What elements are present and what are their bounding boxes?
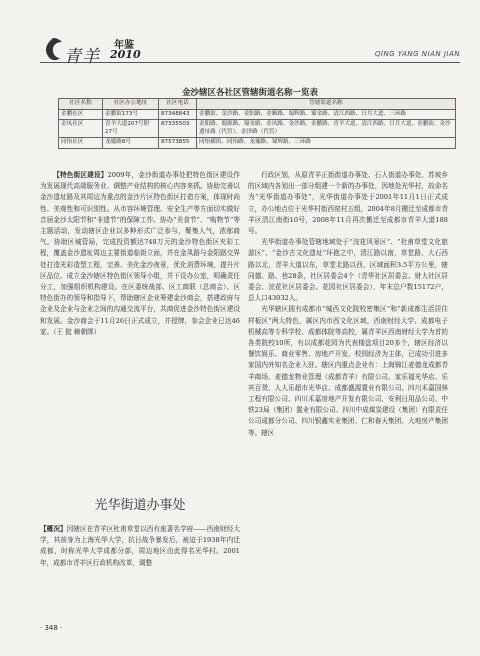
right-column: [248, 170, 448, 439]
table-header-cell: 管辖街道名称: [197, 99, 456, 110]
table-cell: 金鹏社区: [59, 109, 103, 120]
section-title: 光华街道办事处: [94, 498, 186, 513]
left-column-lower: [40, 524, 240, 569]
left-column: [40, 170, 240, 338]
paragraph: [40, 524, 240, 569]
table-header-cell: 社区名称: [59, 99, 103, 110]
table-cell: 龙瓏路8号: [103, 138, 159, 149]
running-head: QING YANG NIAN JIAN: [374, 50, 460, 58]
paragraph: 光华街道办事处管辖地域处于“浣花风景区”、“杜甫草堂文化旅游区”、“金沙古文化遗址”环抱之中，清江路以南，草堂路、大石西路以北，青羊大道以东，草堂北路以西，区域面积3.5平方公里，辖同德、路、巷28条，社区居委会4个（青华社区居委会、财大社区居委会、浣花社区居委会、花园社区居委会），年末总户数15172户，总人口43032人。: [248, 238, 448, 303]
table-cell: 87335503: [159, 120, 197, 138]
table-cell: 金鹏街173号: [103, 109, 159, 120]
table-cell: 金阳路、蜀源路、蜀金路、金凤路、金沙路、金鹏路、青羊大道、清江西路、日月大道、金鹏街、金沙遗址路（代管）、金泽路（代管）: [197, 120, 456, 138]
table-cell: 金鹏街、金沙路、金阳路、金顺路、蜀辉路、蜀金路、清江西路、日月大道、三环路: [197, 109, 456, 120]
logo-brush-icon: [40, 36, 66, 64]
table-cell: 同怡社区: [59, 138, 103, 149]
paragraph: [40, 170, 240, 338]
table-cell: 同怡横街、同怡路、龙瓏路、蜀辉路、三环路: [197, 138, 456, 149]
logo-year: 2010: [110, 48, 141, 61]
table-cell: 87573855: [159, 138, 197, 149]
logo-text: 青羊: [64, 47, 100, 67]
page-header: [40, 34, 460, 78]
table-row: [59, 138, 456, 149]
paragraph-body: 2009年，金沙街道办事处把特色街区建设作为发展现代高端服务业、调整产业结构的核心内容来抓。协助完善以金沙遗址路及其周边为重点的金沙片区特色街区打造方案，体现时尚性、美观性和可识别性。从市容环境管理、安全生产等方面切实做好音届金沙太阳节和“非遗节”的保障工作。协办“美食节”、“购物节”等主题活动，发动辖区企业以多种形式广泛参与，聚集人气，浓郁商气。协助区城管局，完成投资额达748万元的金沙特色街区夹彩工程，覆盖金沙遗址周边主要街道临街立面，并在金凤路与金阳路交界处打造光彩造型工程，完善、美化金沙夜景，优化消费环境，提升片区品位。成立金沙辖区特色街区领导小组，并下设办公室，明确责任分工，加强组织机构建设。在区委统战部、区工商联（总商会）、区特色街办的领导和指导下，帮助辖区企业筹建金沙商会，搭建政府与企业及企业与企业之间的沟通交流平台，共商促进金沙特色街区建设和发展。金沙商会于11月26日正式成立，并授牌，参会企业已达46家。（王 挺 赖朝绑）: [40, 171, 241, 336]
table-header-row: [59, 99, 456, 110]
logo-year-label: 年鉴: [114, 40, 134, 51]
paragraph-lead: 【特色街区建设】: [53, 171, 108, 179]
table-cell: 金凤社区: [59, 120, 103, 138]
paragraph-body: 因辖区在青羊区杜甫草堂以西有座著名学府——西南财经大学，其前身为上海光华大学，抗日战争暴发后，被迫于1938年内迁成都，时称光华大学成都分部，周边地区由此得名光华村。2001年，成都市青羊区行政机构改革，调整: [40, 525, 240, 567]
table-cell: 青羊大道207号附27号: [103, 120, 159, 138]
paragraph: 光华辖区拥有成都市“城西文化院校密集区”和“新成都生活居住样板区”两大特色，属区内市西文化区域，西南财经大学、成都电子机械高等专科学校、成都体院等高校，属青羊区西南财经大学为首的各类院校10所，有以成都花园为代表楼盘项目20多个，辖区经济以餐饮娱乐、商业零售、房地产开发、校园经济为主体，已成功引进多家国内外知名企业入驻。辖区内重点企业有：上海锦江麦德龙成都青羊商场、麦德龙物业管理（成都青羊）有限公司、家乐福光华店、乐宾百货、人人乐超市光华店、成都盛源置业有限公司、四川禾嘉国林工程有限公司、四川禾嘉房地产开发有限公司、安利日用品公司、中铁23局（集团）置业有限公司、四川中成煤炭建设（集团）有限责任公司成都分公司、四川银鑫实业集团、仁和春天集团、大地房产集团等。辖区: [248, 305, 448, 437]
header-rule: [40, 62, 460, 63]
table-cell: 87348843: [159, 109, 197, 120]
table-row: [59, 120, 456, 138]
paragraph: 行政区划，从原青羊正街街道办事处、石人街道办事处、苏坡乡的区域内各划出一部分组建一个新的办事处，因地处光华村，故命名为“光华街道办事处”，光华街道办事处于2001年11月1日正式成立，办公地点位于光华村街西窑村五组，2004年8月搬迁至成都市青羊区清江南街10号，2008年11月再次搬迁至成都市青羊大道188号。: [248, 171, 448, 236]
page-number: · 348 ·: [40, 624, 63, 632]
table-title: 金沙辖区各社区管辖街道名称一览表: [181, 88, 318, 98]
table-header-cell: 社区电话: [159, 99, 197, 110]
table-row: [59, 109, 456, 120]
paragraph-lead: 【概况】: [40, 525, 67, 533]
table-header-cell: 社区办公地址: [103, 99, 159, 110]
street-table: [58, 98, 456, 149]
